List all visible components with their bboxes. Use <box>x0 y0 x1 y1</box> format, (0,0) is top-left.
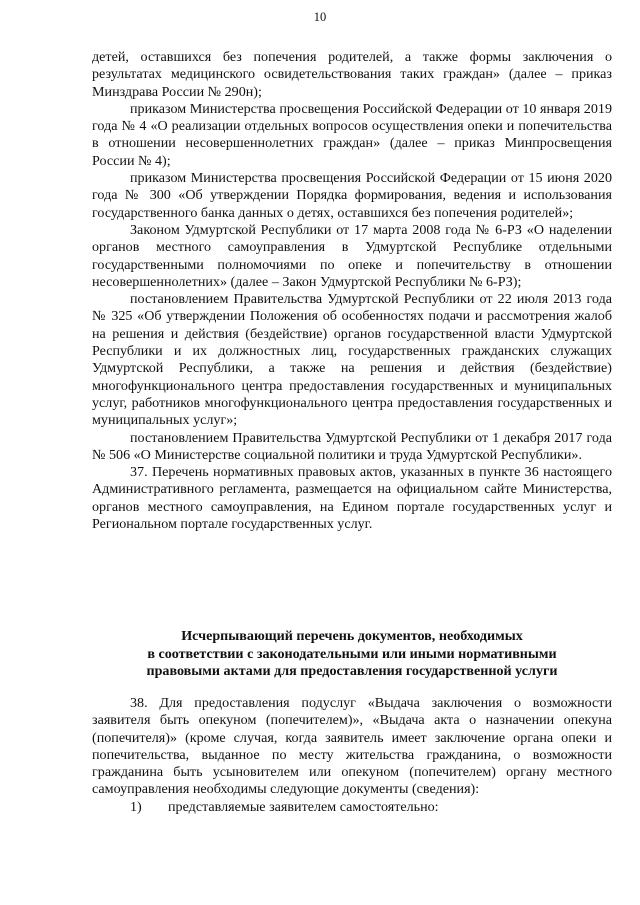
page-number: 10 <box>313 10 327 24</box>
paragraph-38: 38. Для предоставления подуслуг «Выдача заключения о возможности заявителя быть опекуном (попечителем)», «Выдача акта о назначении опекуна (попечителя)» (кроме случая, когда заявитель имеет заключение органа опеки и попечительства, выданное по месту жительства гражданина, о возможности гражданина быть усыновителем или опекуном (попечителем) органу местного самоуправления необходимы следующие документы (сведения): <box>92 695 612 798</box>
paragraph: приказом Министерства просвещения Российской Федерации от 10 января 2019 года № 4 «О реализации отдельных вопросов осуществления опеки и попечительства в отношении несовершеннолетних граждан» (далее – приказ Минпросвещения России № 4); <box>92 100 612 169</box>
paragraph: постановлением Правительства Удмуртской Республики от 1 декабря 2017 года № 506 «О Министерстве социальной политики и труда Удмуртской Республики». <box>92 429 612 463</box>
section-heading <box>92 628 612 681</box>
document-body-continued <box>92 695 612 816</box>
paragraph: детей, оставшихся без попечения родителей, а также формы заключения о результатах медицинского освидетельствования таких граждан» (далее – приказ Минздрава России № 290н); <box>92 49 612 100</box>
heading-line: в соответствии с законодательными или иными нормативными <box>147 645 557 662</box>
list-item-number: 1) <box>130 798 142 815</box>
paragraph: Законом Удмуртской Республики от 17 марта 2008 года № 6-РЗ «О наделении органов местного самоуправления в Удмуртской Республике отдельными государственными полномочиями по опеке и попечительству в отношении несовершеннолетних» (далее – Закон Удмуртской Республики № 6-РЗ); <box>92 221 612 290</box>
heading-line: Исчерпывающий перечень документов, необходимых <box>181 628 523 644</box>
heading-line: правовыми актами для предоставления государственной услуги <box>146 663 558 679</box>
paragraph: постановлением Правительства Удмуртской Республики от 22 июля 2013 года № 325 «Об утверждении Положения об особенностях подачи и рассмотрения жалоб на решения и действия (бездействие) органов государственной власти Удмуртской Республики и их должностных лиц, государственных гражданских служащих Удмуртской Республики, а также на решения и действия (бездействие) многофункционального центра предоставления государственных и муниципальных услуг, работников многофункционального центра предоставления государственных и муниципальных услуг»; <box>92 291 612 429</box>
paragraph: приказом Министерства просвещения Российской Федерации от 15 июня 2020 года № 300 «Об утверждении Порядка формирования, ведения и использования государственного банка данных о детях, оставшихся без попечения родителей»; <box>92 170 612 221</box>
list-item <box>92 799 612 816</box>
document-body <box>92 49 612 533</box>
list-item-text: представляемые заявителем самостоятельно: <box>168 798 439 815</box>
paragraph: 37. Перечень нормативных правовых актов, указанных в пункте 36 настоящего Административного регламента, размещается на официальном сайте Министерства, органов местного самоуправления, на Едином портале государственных услуг и Региональном портале государственных услуг. <box>92 464 612 533</box>
